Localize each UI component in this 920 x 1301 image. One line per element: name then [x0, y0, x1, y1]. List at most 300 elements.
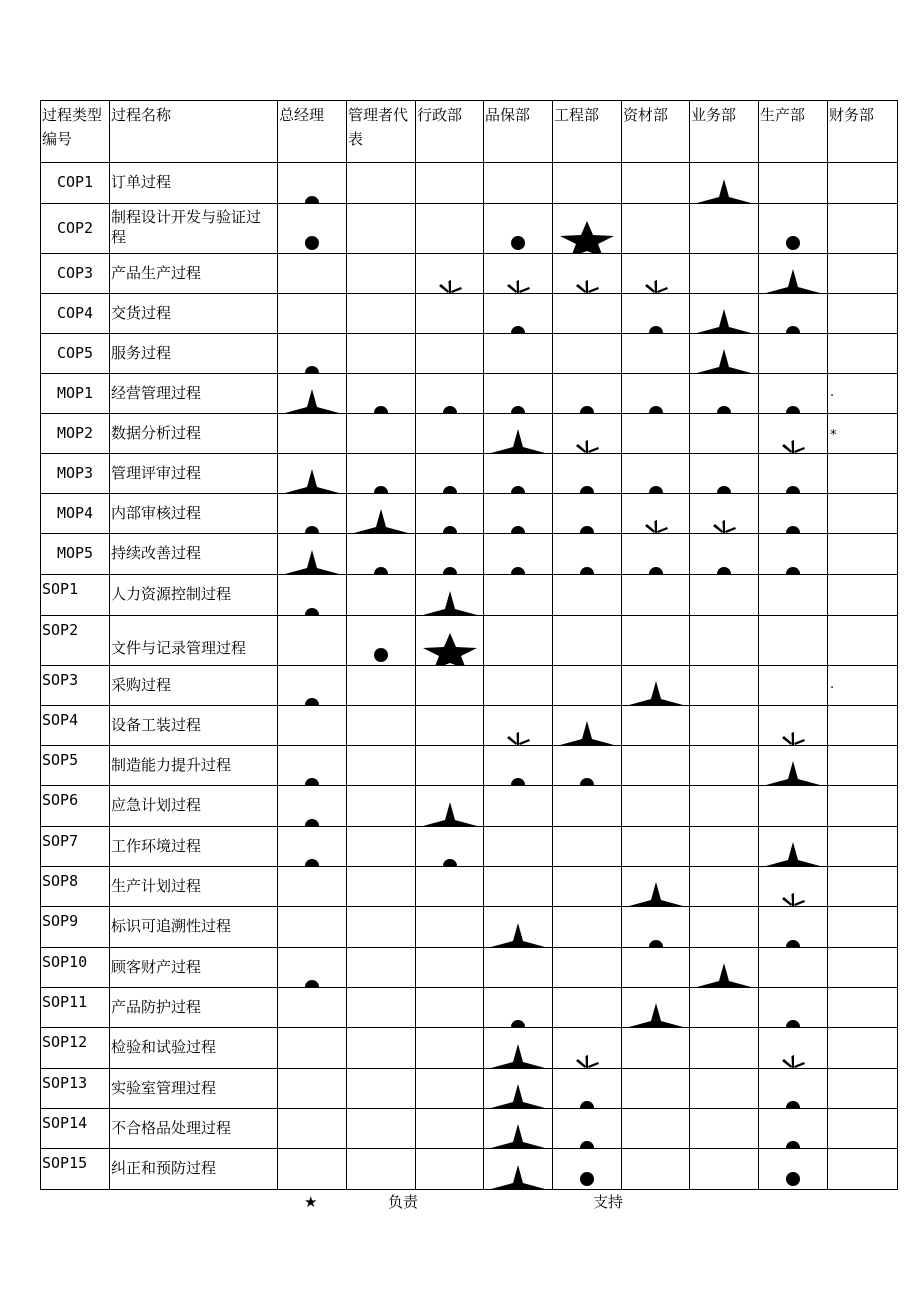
- support-dot-icon: [690, 454, 758, 494]
- dept-mark-cell: [347, 867, 416, 907]
- dept-mark-cell: [690, 1109, 759, 1149]
- dept-mark-cell: [759, 616, 828, 666]
- dept-mark-cell: [828, 827, 898, 867]
- partial-support-sprout-icon: [553, 1028, 621, 1068]
- dept-mark-cell: [622, 948, 690, 988]
- responsible-triangle-icon: [690, 294, 758, 334]
- support-dot-icon: [484, 534, 552, 574]
- responsible-triangle-icon: [484, 1149, 552, 1189]
- responsible-triangle-icon: [622, 666, 689, 706]
- dept-mark-cell: [347, 907, 416, 948]
- process-code-cell: [41, 867, 110, 907]
- table-row: [41, 1069, 898, 1109]
- process-code-cell: [41, 334, 110, 374]
- dept-mark-cell: [759, 948, 828, 988]
- dept-mark-cell: [828, 616, 898, 666]
- dept-mark-cell: [347, 534, 416, 575]
- dept-mark-cell: [484, 294, 553, 334]
- process-code-cell: [41, 1069, 110, 1109]
- dept-mark-cell: [622, 294, 690, 334]
- support-dot-icon: [553, 746, 621, 786]
- process-name-cell: [110, 988, 278, 1028]
- process-code-cell: [41, 827, 110, 867]
- support-dot-icon: [759, 988, 827, 1028]
- support-dot-icon: [347, 534, 415, 574]
- dept-mark-cell: [347, 616, 416, 666]
- dept-mark-cell: [347, 1028, 416, 1069]
- responsible-triangle-icon: [484, 1028, 552, 1068]
- dept-mark-cell: [622, 616, 690, 666]
- process-name-cell: [110, 1069, 278, 1109]
- table-row: [41, 294, 898, 334]
- dept-mark-cell: [690, 414, 759, 454]
- dept-mark-cell: [416, 294, 484, 334]
- support-dot-icon: [484, 494, 552, 534]
- process-code-cell: [41, 706, 110, 746]
- dept-mark-cell: [416, 454, 484, 494]
- dept-mark-cell: [553, 746, 622, 786]
- dept-mark-cell: [278, 374, 347, 414]
- dept-mark-cell: [622, 454, 690, 494]
- process-code-cell: [41, 254, 110, 294]
- support-dot-icon: [416, 454, 483, 494]
- dept-mark-cell: [828, 254, 898, 294]
- dept-mark-cell: [553, 1028, 622, 1069]
- dept-mark-cell: [484, 254, 553, 294]
- dept-mark-cell: [416, 1109, 484, 1149]
- responsible-triangle-icon: [484, 1109, 552, 1149]
- support-dot-icon: [622, 907, 689, 947]
- dept-mark-cell: [347, 494, 416, 534]
- dept-mark-cell: [759, 666, 828, 706]
- partial-support-sprout-icon: [416, 254, 483, 294]
- header-type-code: 过程类型编号: [41, 101, 110, 163]
- legend-responsible-label: 负责: [388, 1193, 419, 1211]
- dept-mark-cell: [828, 786, 898, 827]
- dept-mark-cell: [553, 254, 622, 294]
- process-code: COP3: [56, 263, 94, 282]
- dept-mark-cell: [690, 334, 759, 374]
- dept-mark-cell: [484, 948, 553, 988]
- process-code: SOP8: [42, 872, 79, 890]
- dept-mark-cell: [759, 254, 828, 294]
- table-row: [41, 1028, 898, 1069]
- table-row: [41, 163, 898, 204]
- dept-mark-cell: [690, 616, 759, 666]
- process-code: MOP4: [56, 503, 94, 522]
- process-code: SOP15: [42, 1154, 88, 1172]
- responsible-triangle-icon: [622, 867, 689, 907]
- support-circle-icon: [347, 625, 415, 665]
- dept-mark-cell: [622, 1109, 690, 1149]
- dept-mark-cell: [484, 494, 553, 534]
- process-code-cell: [41, 534, 110, 575]
- dept-mark-cell: [416, 786, 484, 827]
- dept-mark-cell: [622, 907, 690, 948]
- process-name: 顾客财产过程: [111, 957, 202, 976]
- dept-mark-cell: [278, 1028, 347, 1069]
- dept-mark-cell: [416, 907, 484, 948]
- header-process-name: 过程名称: [110, 101, 278, 163]
- dept-mark-cell: [278, 454, 347, 494]
- dept-mark-cell: [690, 494, 759, 534]
- support-dot-icon: [622, 454, 689, 494]
- dept-mark-cell: [553, 988, 622, 1028]
- dept-mark-cell: [416, 746, 484, 786]
- dept-mark-cell: [278, 1149, 347, 1190]
- dept-mark-cell: [347, 414, 416, 454]
- process-code-cell: [41, 374, 110, 414]
- table-row: [41, 746, 898, 786]
- header-dept-production: 生产部: [759, 101, 828, 163]
- responsible-triangle-icon: [690, 948, 758, 988]
- dept-mark-cell: [690, 1069, 759, 1109]
- responsible-triangle-icon: [484, 1069, 552, 1109]
- dept-mark-cell: [278, 334, 347, 374]
- dept-mark-cell: [347, 827, 416, 867]
- dept-mark-cell: [828, 867, 898, 907]
- support-dot-icon: [622, 534, 689, 574]
- responsible-triangle-icon: [484, 907, 552, 947]
- support-dot-icon: [278, 334, 346, 374]
- dept-mark-cell: [759, 746, 828, 786]
- dept-mark-cell: [553, 454, 622, 494]
- cell-note-mark: *: [830, 428, 837, 443]
- support-dot-icon: [347, 454, 415, 494]
- table-row: [41, 414, 898, 454]
- partial-support-sprout-icon: [484, 706, 552, 746]
- dept-mark-cell: [416, 204, 484, 254]
- table-row: [41, 374, 898, 414]
- process-code-cell: [41, 786, 110, 827]
- process-code-cell: [41, 414, 110, 454]
- process-name: 交货过程: [111, 303, 172, 322]
- process-code: COP2: [56, 218, 94, 237]
- process-name-cell: [110, 494, 278, 534]
- dept-mark-cell: [622, 374, 690, 414]
- dept-mark-cell: [484, 907, 553, 948]
- dept-mark-cell: [416, 254, 484, 294]
- dept-mark-cell: [759, 204, 828, 254]
- dept-mark-cell: [690, 1028, 759, 1069]
- dept-mark-cell: [278, 1069, 347, 1109]
- process-code-cell: [41, 1149, 110, 1190]
- dept-mark-cell: [828, 414, 898, 454]
- dept-mark-cell: [759, 1109, 828, 1149]
- dept-mark-cell: [484, 988, 553, 1028]
- dept-mark-cell: [484, 414, 553, 454]
- dept-mark-cell: [278, 1109, 347, 1149]
- dept-mark-cell: [828, 334, 898, 374]
- process-code-cell: [41, 907, 110, 948]
- dept-mark-cell: [553, 575, 622, 616]
- process-name-cell: [110, 666, 278, 706]
- table-row: [41, 454, 898, 494]
- support-dot-icon: [553, 534, 621, 574]
- dept-mark-cell: [828, 907, 898, 948]
- dept-mark-cell: [759, 374, 828, 414]
- process-name: 内部审核过程: [111, 503, 202, 522]
- partial-support-sprout-icon: [759, 414, 827, 454]
- dept-mark-cell: [553, 1149, 622, 1190]
- cell-note-mark: .: [830, 677, 835, 692]
- dept-mark-cell: [416, 988, 484, 1028]
- support-circle-icon: [759, 213, 827, 253]
- dept-mark-cell: [690, 867, 759, 907]
- dept-mark-cell: [278, 294, 347, 334]
- process-code: SOP12: [42, 1033, 88, 1051]
- header-dept-management-rep: 管理者代表: [347, 101, 416, 163]
- dept-mark-cell: [278, 867, 347, 907]
- dept-mark-cell: [553, 786, 622, 827]
- dept-mark-cell: [622, 746, 690, 786]
- table-row: [41, 988, 898, 1028]
- responsible-triangle-icon: [347, 494, 415, 534]
- dept-mark-cell: [690, 1149, 759, 1190]
- support-dot-icon: [759, 294, 827, 334]
- support-dot-icon: [278, 746, 346, 786]
- process-name: 订单过程: [111, 173, 172, 191]
- dept-mark-cell: [553, 616, 622, 666]
- process-name: 实验室管理过程: [111, 1078, 217, 1097]
- process-code: COP1: [56, 172, 94, 191]
- responsible-triangle-icon: [416, 575, 483, 615]
- process-code: MOP3: [56, 463, 94, 482]
- header-dept-sales: 业务部: [690, 101, 759, 163]
- process-name: 制造能力提升过程: [111, 755, 232, 774]
- process-name-cell: [110, 534, 278, 575]
- dept-mark-cell: [484, 786, 553, 827]
- process-code-cell: [41, 294, 110, 334]
- dept-mark-cell: [347, 254, 416, 294]
- dept-mark-cell: [759, 706, 828, 746]
- process-name-cell: [110, 254, 278, 294]
- responsible-triangle-icon: [484, 414, 552, 454]
- dept-mark-cell: [553, 334, 622, 374]
- dept-mark-cell: [759, 575, 828, 616]
- dept-mark-cell: [347, 334, 416, 374]
- dept-mark-cell: [347, 746, 416, 786]
- process-code-cell: [41, 746, 110, 786]
- dept-mark-cell: [278, 204, 347, 254]
- dept-mark-cell: [278, 414, 347, 454]
- dept-mark-cell: [622, 575, 690, 616]
- dept-mark-cell: [416, 706, 484, 746]
- support-dot-icon: [484, 374, 552, 414]
- dept-mark-cell: [690, 534, 759, 575]
- dept-mark-cell: [278, 948, 347, 988]
- process-name: 管理评审过程: [111, 463, 202, 482]
- dept-mark-cell: [484, 1028, 553, 1069]
- dept-mark-cell: [622, 254, 690, 294]
- process-name: 不合格品处理过程: [111, 1118, 232, 1137]
- process-name: 标识可追溯性过程: [111, 917, 232, 935]
- table-row: [41, 1149, 898, 1190]
- dept-mark-cell: [828, 1069, 898, 1109]
- support-dot-icon: [416, 374, 483, 414]
- process-name: 工作环境过程: [111, 836, 202, 855]
- process-name: 数据分析过程: [111, 423, 202, 442]
- header-row: [41, 101, 898, 163]
- header-dept-finance: 财务部: [828, 101, 898, 163]
- partial-support-sprout-icon: [759, 867, 827, 907]
- table-row: [41, 867, 898, 907]
- dept-mark-cell: [553, 204, 622, 254]
- process-code: SOP1: [42, 580, 79, 598]
- dept-mark-cell: [347, 575, 416, 616]
- process-name: 服务过程: [111, 343, 172, 362]
- dept-mark-cell: [622, 867, 690, 907]
- support-dot-icon: [553, 494, 621, 534]
- dept-mark-cell: [828, 706, 898, 746]
- table-row: [41, 575, 898, 616]
- support-dot-icon: [278, 163, 346, 203]
- support-dot-icon: [759, 907, 827, 947]
- table-row: [41, 204, 898, 254]
- dept-mark-cell: [484, 616, 553, 666]
- dept-mark-cell: [622, 204, 690, 254]
- responsible-star-icon: [416, 625, 483, 665]
- support-dot-icon: [690, 534, 758, 574]
- dept-mark-cell: [416, 616, 484, 666]
- dept-mark-cell: [484, 374, 553, 414]
- dept-mark-cell: [622, 827, 690, 867]
- dept-mark-cell: [553, 163, 622, 204]
- dept-mark-cell: [484, 706, 553, 746]
- partial-support-sprout-icon: [553, 414, 621, 454]
- dept-mark-cell: [759, 414, 828, 454]
- dept-mark-cell: [828, 204, 898, 254]
- dept-mark-cell: [690, 948, 759, 988]
- support-circle-icon: [278, 213, 346, 253]
- support-dot-icon: [553, 1069, 621, 1109]
- legend-star-symbol: ★: [304, 1193, 318, 1211]
- process-name-cell: [110, 575, 278, 616]
- header-dept-general-manager: 总经理: [278, 101, 347, 163]
- partial-support-sprout-icon: [622, 254, 689, 294]
- support-dot-icon: [759, 454, 827, 494]
- dept-mark-cell: [416, 374, 484, 414]
- process-code: MOP2: [56, 423, 94, 442]
- process-code-cell: [41, 204, 110, 254]
- dept-mark-cell: [484, 746, 553, 786]
- dept-mark-cell: [484, 534, 553, 575]
- support-dot-icon: [278, 666, 346, 706]
- process-name-cell: [110, 1109, 278, 1149]
- dept-mark-cell: [347, 374, 416, 414]
- support-dot-icon: [484, 746, 552, 786]
- dept-mark-cell: [416, 827, 484, 867]
- dept-mark-cell: [759, 163, 828, 204]
- dept-mark-cell: [690, 254, 759, 294]
- dept-mark-cell: [828, 494, 898, 534]
- process-code: SOP11: [42, 993, 88, 1011]
- dept-mark-cell: [278, 163, 347, 204]
- process-name-cell: [110, 1028, 278, 1069]
- dept-mark-cell: [553, 867, 622, 907]
- dept-mark-cell: [347, 294, 416, 334]
- process-code: SOP4: [42, 711, 79, 729]
- dept-mark-cell: [347, 706, 416, 746]
- process-code-cell: [41, 494, 110, 534]
- dept-mark-cell: [347, 1069, 416, 1109]
- process-code: SOP6: [42, 791, 79, 809]
- dept-mark-cell: [553, 294, 622, 334]
- partial-support-sprout-icon: [690, 494, 758, 534]
- process-name-cell: [110, 746, 278, 786]
- dept-mark-cell: [690, 163, 759, 204]
- process-name-cell: [110, 827, 278, 867]
- process-code-cell: [41, 988, 110, 1028]
- dept-mark-cell: [759, 1028, 828, 1069]
- dept-mark-cell: [622, 988, 690, 1028]
- process-name: 检验和试验过程: [111, 1038, 217, 1056]
- process-name-cell: [110, 616, 278, 666]
- dept-mark-cell: [759, 1069, 828, 1109]
- dept-mark-cell: [759, 294, 828, 334]
- support-dot-icon: [759, 1109, 827, 1149]
- dept-mark-cell: [416, 666, 484, 706]
- dept-mark-cell: [278, 827, 347, 867]
- dept-mark-cell: [690, 827, 759, 867]
- process-name-cell: [110, 163, 278, 204]
- process-code-cell: [41, 1028, 110, 1069]
- process-code: MOP5: [56, 543, 94, 562]
- dept-mark-cell: [484, 827, 553, 867]
- process-code: SOP13: [42, 1074, 88, 1092]
- dept-mark-cell: [622, 334, 690, 374]
- dept-mark-cell: [690, 907, 759, 948]
- support-dot-icon: [278, 575, 346, 615]
- responsible-triangle-icon: [759, 746, 827, 786]
- support-dot-icon: [278, 786, 346, 826]
- responsible-triangle-icon: [416, 786, 483, 826]
- responsible-triangle-icon: [278, 374, 346, 414]
- responsible-triangle-icon: [278, 454, 346, 494]
- partial-support-sprout-icon: [484, 254, 552, 294]
- dept-mark-cell: [828, 746, 898, 786]
- dept-mark-cell: [759, 786, 828, 827]
- dept-mark-cell: [690, 786, 759, 827]
- process-name-cell: [110, 294, 278, 334]
- process-name: 经营管理过程: [111, 383, 202, 402]
- table-row: [41, 907, 898, 948]
- process-code-cell: [41, 616, 110, 666]
- dept-mark-cell: [828, 575, 898, 616]
- dept-mark-cell: [416, 1028, 484, 1069]
- dept-mark-cell: [828, 666, 898, 706]
- process-name-cell: [110, 786, 278, 827]
- support-dot-icon: [759, 374, 827, 414]
- process-name: 设备工装过程: [111, 715, 202, 734]
- process-name: 纠正和预防过程: [111, 1159, 217, 1177]
- dept-mark-cell: [416, 494, 484, 534]
- dept-mark-cell: [278, 907, 347, 948]
- dept-mark-cell: [828, 1149, 898, 1190]
- responsible-triangle-icon: [690, 163, 758, 203]
- support-dot-icon: [553, 454, 621, 494]
- dept-mark-cell: [347, 454, 416, 494]
- dept-mark-cell: [484, 575, 553, 616]
- dept-mark-cell: [759, 827, 828, 867]
- dept-mark-cell: [278, 786, 347, 827]
- dept-mark-cell: [347, 786, 416, 827]
- dept-mark-cell: [690, 374, 759, 414]
- table-row: [41, 1109, 898, 1149]
- dept-mark-cell: [553, 666, 622, 706]
- dept-mark-cell: [416, 575, 484, 616]
- process-code: SOP10: [42, 953, 88, 971]
